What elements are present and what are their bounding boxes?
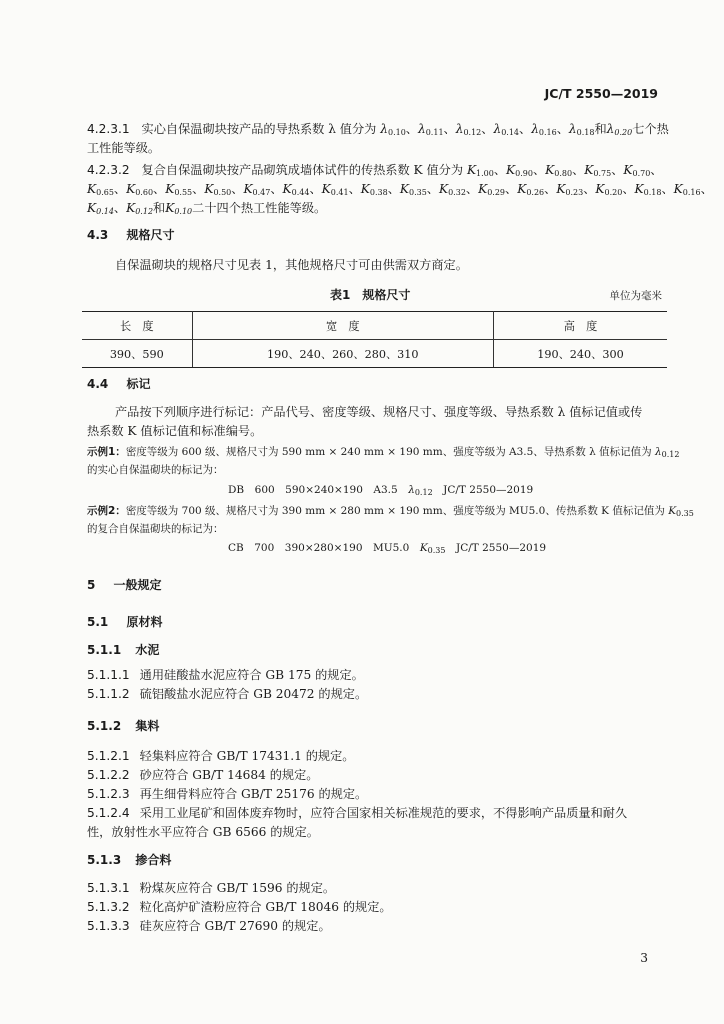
grade-subscript: 0.11	[425, 128, 444, 137]
paragraph-4-4-line2: 热系数 K 值标记值和标准编号。	[87, 424, 263, 438]
clause-text: 实心自保温砌块按产品的导热系数 λ 值分为	[141, 122, 377, 136]
paragraph-4-4-line1: 产品按下列顺序进行标记：产品代号、密度等级、规格尺寸、强度等级、导热系数 λ 值标记值或传	[115, 405, 643, 419]
heading-number: 5.1.2	[87, 719, 122, 733]
clause-text: 采用工业尾矿和固体废弃物时，应符合国家相关标准规范的要求，不得影响产品质量和耐久	[139, 806, 628, 820]
heading-number: 5.1.3	[87, 853, 122, 867]
grade-symbol: K	[87, 182, 97, 196]
k-symbol: K	[668, 505, 677, 517]
grade-subscript: 0.80	[554, 169, 573, 178]
lambda-subscript: 0.12	[661, 450, 680, 459]
mark-subscript: 0.12	[414, 488, 433, 497]
grade-subscript: 0.10	[387, 128, 406, 137]
lambda-grade: $\lambda_{0.20}$	[606, 122, 633, 137]
page-number: 3	[640, 951, 648, 965]
example-text: 密度等级为 700 级、规格尺寸为 390 mm × 280 mm × 190 mm、强度等级为 MU5.0、传热系数 K 值标记值为	[125, 505, 665, 517]
conjunction: 和	[153, 201, 166, 215]
cell-length: 390、590	[82, 340, 192, 368]
grade-symbol: K	[438, 182, 449, 196]
grade-subscript: 0.12	[463, 128, 482, 137]
grade-symbol: K	[165, 182, 175, 196]
grade-subscript: 0.50	[213, 188, 232, 197]
grade-symbol: K	[478, 182, 488, 196]
grade-symbol: λ	[531, 122, 539, 136]
clause-4-2-3-2-line3: $K_{0.14}$、$K_{0.12}$和$K_{0.10}$二十四个热工性能等级。	[87, 201, 327, 216]
grade-symbol: K	[126, 182, 136, 196]
mark-subscript: 0.35	[427, 546, 446, 555]
clause-number: 5.1.2.3	[87, 787, 130, 801]
list-item	[87, 898, 392, 917]
mark-standard: JC/T 2550—2019	[432, 484, 534, 496]
grade-subscript: 0.14	[501, 128, 519, 137]
grade-symbol: K	[204, 182, 214, 196]
clause-text-tail: 七个热	[632, 122, 669, 136]
grade-symbol: K	[243, 182, 253, 196]
grade-symbol: K	[556, 182, 566, 196]
example-label: 示例2：	[87, 505, 126, 517]
list-item	[87, 879, 335, 898]
grade-symbol: K	[321, 182, 331, 196]
clause-number: 4.2.3.2	[87, 163, 130, 177]
list-item	[87, 917, 331, 936]
grade-symbol: K	[595, 182, 605, 196]
standard-number-header: JC/T 2550—2019	[544, 86, 658, 101]
grade-subscript: 0.47	[252, 188, 271, 197]
grade-subscript: 0.16	[538, 128, 557, 137]
grade-symbol: K	[623, 163, 633, 177]
heading-4-4	[87, 375, 150, 392]
heading-title: 一般规定	[113, 578, 162, 592]
grade-subscript: 0.26	[526, 188, 545, 197]
grade-subscript: 0.90	[515, 169, 533, 178]
heading-5-1	[87, 613, 162, 630]
cell-width: 190、240、260、280、310	[192, 340, 493, 368]
list-item	[87, 666, 364, 685]
heading-title: 集料	[135, 719, 160, 733]
example-text: 密度等级为 600 级、规格尺寸为 590 mm × 240 mm × 190 mm、强度等级为 A3.5、导热系数 λ 值标记值为	[125, 446, 652, 458]
k-grade: $K_{0.12}$	[126, 201, 154, 216]
heading-number: 5.1.1	[87, 643, 122, 657]
grade-subscript: 0.32	[448, 188, 466, 197]
clause-text-tail: 二十四个热工性能等级。	[192, 201, 327, 215]
header-width: 宽 度	[192, 312, 493, 340]
grade-symbol: K	[545, 163, 555, 177]
grade-subscript: 1.00	[476, 169, 494, 178]
k-subscript: 0.35	[676, 509, 694, 518]
grade-subscript: 0.60	[135, 188, 154, 197]
mark-standard: JC/T 2550—2019	[445, 542, 547, 554]
grade-symbol: K	[584, 163, 594, 177]
example-label: 示例1：	[87, 446, 126, 458]
example-1-line2: 的实心自保温砌块的标记为：	[87, 464, 224, 476]
heading-number: 5	[87, 578, 96, 592]
k-grade: $K_{0.10}$	[165, 201, 193, 216]
list-item	[87, 804, 627, 823]
clause-text: 通用硅酸盐水泥应符合 GB 175 的规定。	[139, 668, 364, 682]
example-1-mark: DB 600 590×240×190 A3.5 $\lambda_{0.12}$ JC/T 2550—2019	[228, 484, 534, 497]
heading-title: 原材料	[126, 615, 163, 629]
grade-symbol: K	[360, 182, 370, 196]
clause-number: 5.1.2.4	[87, 806, 130, 820]
clause-text: 粉煤灰应符合 GB/T 1596 的规定。	[139, 881, 336, 895]
heading-number: 5.1	[87, 615, 109, 629]
grade-subscript: 0.23	[565, 188, 584, 197]
clause-number: 5.1.3.3	[87, 919, 130, 933]
grade-subscript: 0.35	[408, 188, 427, 197]
clause-text: 复合自保温砌块按产品砌筑成墙体试件的传热系数 K 值分为	[141, 163, 464, 177]
heading-4-3	[87, 226, 174, 243]
grade-symbol: λ	[380, 122, 388, 136]
list-item	[87, 766, 318, 785]
k-grade: $K_{0.14}$	[87, 201, 114, 216]
header-length: 长 度	[82, 312, 192, 340]
clause-4-2-3-1-line2: 工性能等级。	[87, 141, 161, 155]
grade-subscript: 0.18	[643, 188, 662, 197]
lambda-grade-list: $\lambda_{0.10}$、$\lambda_{0.11}$、$\lambda_{0.12}$、$\lambda_{0.14}$、$\lambda_{0.16}$、$\lambda_{0.18}$	[380, 122, 595, 137]
grade-symbol: K	[506, 163, 516, 177]
table-caption: 表1 规格尺寸	[330, 288, 411, 302]
list-item	[87, 685, 367, 704]
grade-subscript: 0.16	[682, 188, 701, 197]
grade-subscript: 0.18	[576, 128, 595, 137]
k-grade-list-2: $K_{0.65}$、$K_{0.60}$、$K_{0.55}$、$K_{0.50}$、$K_{0.47}$、$K_{0.44}$、$K_{0.41}$、$K_{0.38}$、$K_{0.35}$、$K_{0.32}$、$K_{0.29}$、$K_{0.26}$、$K_{0.23}$、$K_{0.20}$、$K_{0.18}$、$K_{0.16}$、	[87, 182, 713, 197]
grade-subscript: 0.20	[604, 188, 623, 197]
heading-title: 掺合料	[135, 853, 172, 867]
grade-subscript: 0.44	[291, 188, 310, 197]
grade-subscript: 0.70	[632, 169, 651, 178]
heading-title: 标记	[126, 377, 151, 391]
heading-title: 规格尺寸	[126, 228, 175, 242]
example-1	[87, 444, 679, 459]
clause-text: 硅灰应符合 GB/T 27690 的规定。	[139, 919, 331, 933]
grade-subscript: 0.55	[174, 188, 193, 197]
grade-symbol: K	[282, 182, 292, 196]
grade-symbol: λ	[455, 122, 464, 136]
cell-height: 190、240、300	[493, 340, 667, 368]
heading-number: 4.4	[87, 377, 109, 391]
heading-number: 4.3	[87, 228, 109, 242]
grade-subscript: 0.29	[487, 188, 506, 197]
example-2	[87, 503, 694, 518]
clause-number: 4.2.3.1	[87, 122, 130, 136]
clause-text: 轻集料应符合 GB/T 17431.1 的规定。	[139, 749, 355, 763]
table-unit: 单位为毫米	[609, 290, 662, 302]
lambda-symbol: λ	[654, 446, 662, 458]
grade-symbol: λ	[493, 122, 502, 136]
header-height: 高 度	[493, 312, 667, 340]
heading-5-1-1	[87, 641, 159, 658]
clause-number: 5.1.2.1	[87, 749, 130, 763]
grade-subscript: 0.38	[369, 188, 388, 197]
table-header-row	[82, 312, 667, 340]
conjunction: 和	[594, 122, 607, 136]
example-2-mark: CB 700 390×280×190 MU5.0 $K_{0.35}$ JC/T 2550—2019	[228, 542, 547, 555]
heading-5	[87, 576, 162, 593]
example-2-line2: 的复合自保温砌块的标记为：	[87, 523, 224, 535]
clause-4-2-3-1	[87, 120, 669, 142]
grade-symbol: K	[517, 182, 527, 196]
grade-symbol: K	[399, 182, 409, 196]
clause-number: 5.1.3.1	[87, 881, 130, 895]
heading-title: 水泥	[135, 643, 160, 657]
mark-text: DB 600 590×240×190 A3.5	[228, 484, 409, 496]
grade-symbol: K	[466, 163, 477, 177]
heading-5-1-3	[87, 851, 171, 868]
grade-subscript: 0.75	[593, 169, 612, 178]
grade-symbol: K	[673, 182, 683, 196]
clause-number: 5.1.3.2	[87, 900, 130, 914]
grade-symbol: K	[634, 182, 644, 196]
clause-5-1-2-4-line2: 性，放射性水平应符合 GB 6566 的规定。	[87, 825, 319, 839]
k-grade-list-1: $K_{1.00}$、$K_{0.90}$、$K_{0.80}$、$K_{0.75}$、$K_{0.70}$、	[466, 163, 663, 178]
clause-text: 再生细骨料应符合 GB/T 25176 的规定。	[139, 787, 368, 801]
paragraph-4-3: 自保温砌块的规格尺寸见表 1，其他规格尺寸可由供需双方商定。	[115, 258, 468, 272]
spec-size-table	[82, 311, 667, 368]
grade-subscript: 0.65	[96, 188, 114, 197]
list-item	[87, 785, 367, 804]
clause-text: 砂应符合 GB/T 14684 的规定。	[139, 768, 319, 782]
clause-text: 硫铝酸盐水泥应符合 GB 20472 的规定。	[139, 687, 368, 701]
mark-text: CB 700 390×280×190 MU5.0	[228, 542, 420, 554]
heading-5-1-2	[87, 717, 159, 734]
clause-number: 5.1.1.2	[87, 687, 130, 701]
grade-subscript: 0.41	[330, 188, 349, 197]
grade-symbol: λ	[568, 122, 577, 136]
clause-number: 5.1.2.2	[87, 768, 130, 782]
grade-symbol: λ	[417, 122, 426, 136]
clause-number: 5.1.1.1	[87, 668, 130, 682]
list-item	[87, 747, 354, 766]
clause-text: 粒化高炉矿渣粉应符合 GB/T 18046 的规定。	[139, 900, 392, 914]
table-row	[82, 340, 667, 368]
